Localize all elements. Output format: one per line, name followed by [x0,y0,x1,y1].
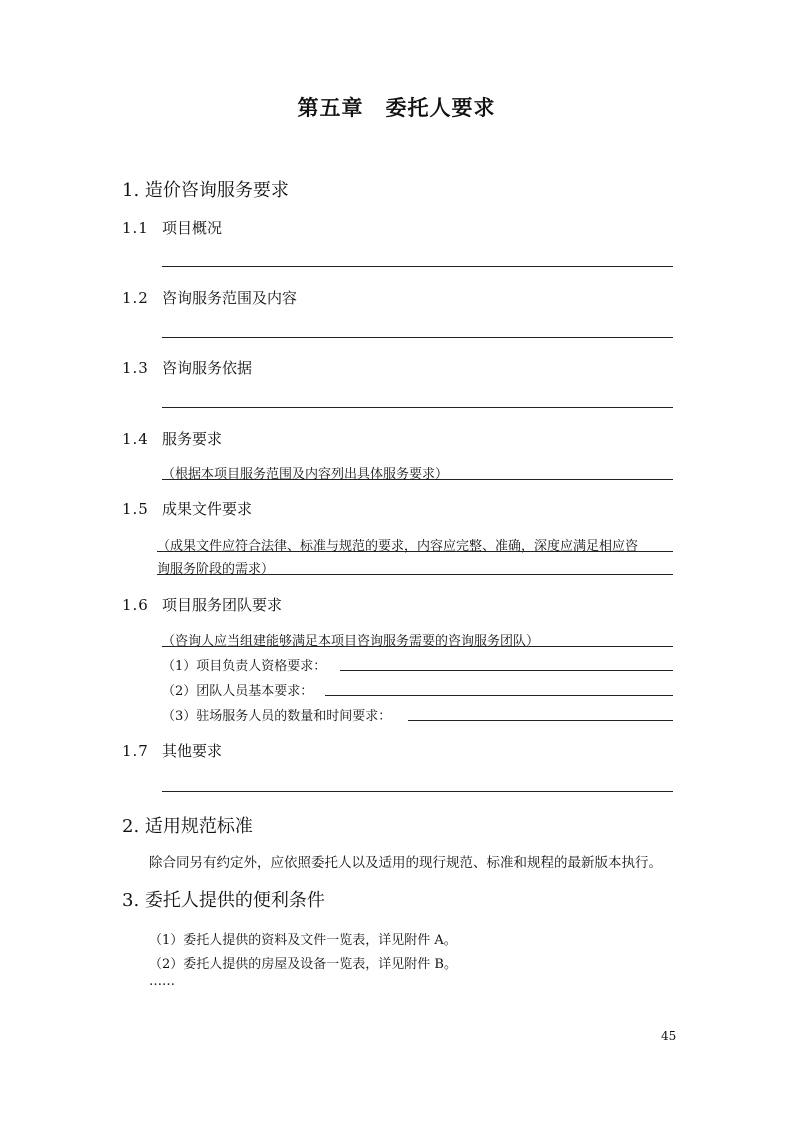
fill-in-line [162,266,673,267]
note-1-5-line1: （成果文件应符合法律、标准与规范的要求，内容应完整、准确，深度应满足相应咨 [157,539,639,554]
team-req-2: （2）团队人员基本要求： [162,684,314,699]
fill-in-line [157,551,673,552]
item-label: 其他要求 [162,742,223,760]
item-number: 1.1 [122,219,149,237]
item-1-3 [122,357,252,378]
item-label: 咨询服务依据 [162,359,253,377]
item-label: 服务要求 [162,430,223,448]
page-number: 45 [661,1029,677,1043]
item-number: 1.6 [122,596,149,614]
fill-in-line [162,337,673,338]
item-number: 1.2 [122,289,149,307]
section-2-text: 除合同另有约定外，应依照委托人以及适用的现行规范、标准和规程的最新版本执行。 [149,855,662,871]
team-req-3: （3）驻场服务人员的数量和时间要求： [162,709,392,724]
section-3-item-2: （2）委托人提供的房屋及设备一览表，详见附件 B。 [149,957,457,972]
item-1-5 [122,498,252,519]
fill-in-line [162,479,673,480]
item-1-7 [122,740,222,761]
team-req-1: （1）项目负责人资格要求： [162,659,327,674]
item-label: 咨询服务范围及内容 [162,289,298,307]
item-1-6 [122,594,282,615]
item-1-1 [122,217,222,238]
fill-in-line [325,695,673,696]
fill-in-line [162,646,673,647]
item-1-4 [122,428,222,449]
item-number: 1.7 [122,742,149,760]
section-1-heading: 1. 造价咨询服务要求 [122,180,289,201]
section-3-item-1: （1）委托人提供的资料及文件一览表，详见附件 A。 [149,933,457,948]
note-1-5-line2: 询服务阶段的需求） [157,562,275,577]
item-number: 1.5 [122,500,149,518]
chapter-title: 第五章 委托人要求 [297,95,496,120]
fill-in-line [162,791,673,792]
fill-in-line [162,407,673,408]
fill-in-line [157,574,673,575]
section-3-heading: 3. 委托人提供的便利条件 [122,890,325,911]
fill-in-line [408,720,673,721]
note-1-6: （咨询人应当组建能够满足本项目咨询服务需要的咨询服务团队） [162,634,540,649]
item-number: 1.4 [122,430,149,448]
ellipsis: …… [149,974,175,989]
item-1-2 [122,287,297,308]
item-label: 项目概况 [162,219,223,237]
item-number: 1.3 [122,359,149,377]
note-1-4: （根据本项目服务范围及内容列出具体服务要求） [162,467,449,482]
item-label: 项目服务团队要求 [162,596,283,614]
item-label: 成果文件要求 [162,500,253,518]
fill-in-line [340,670,673,671]
section-2-heading: 2. 适用规范标准 [122,816,253,837]
